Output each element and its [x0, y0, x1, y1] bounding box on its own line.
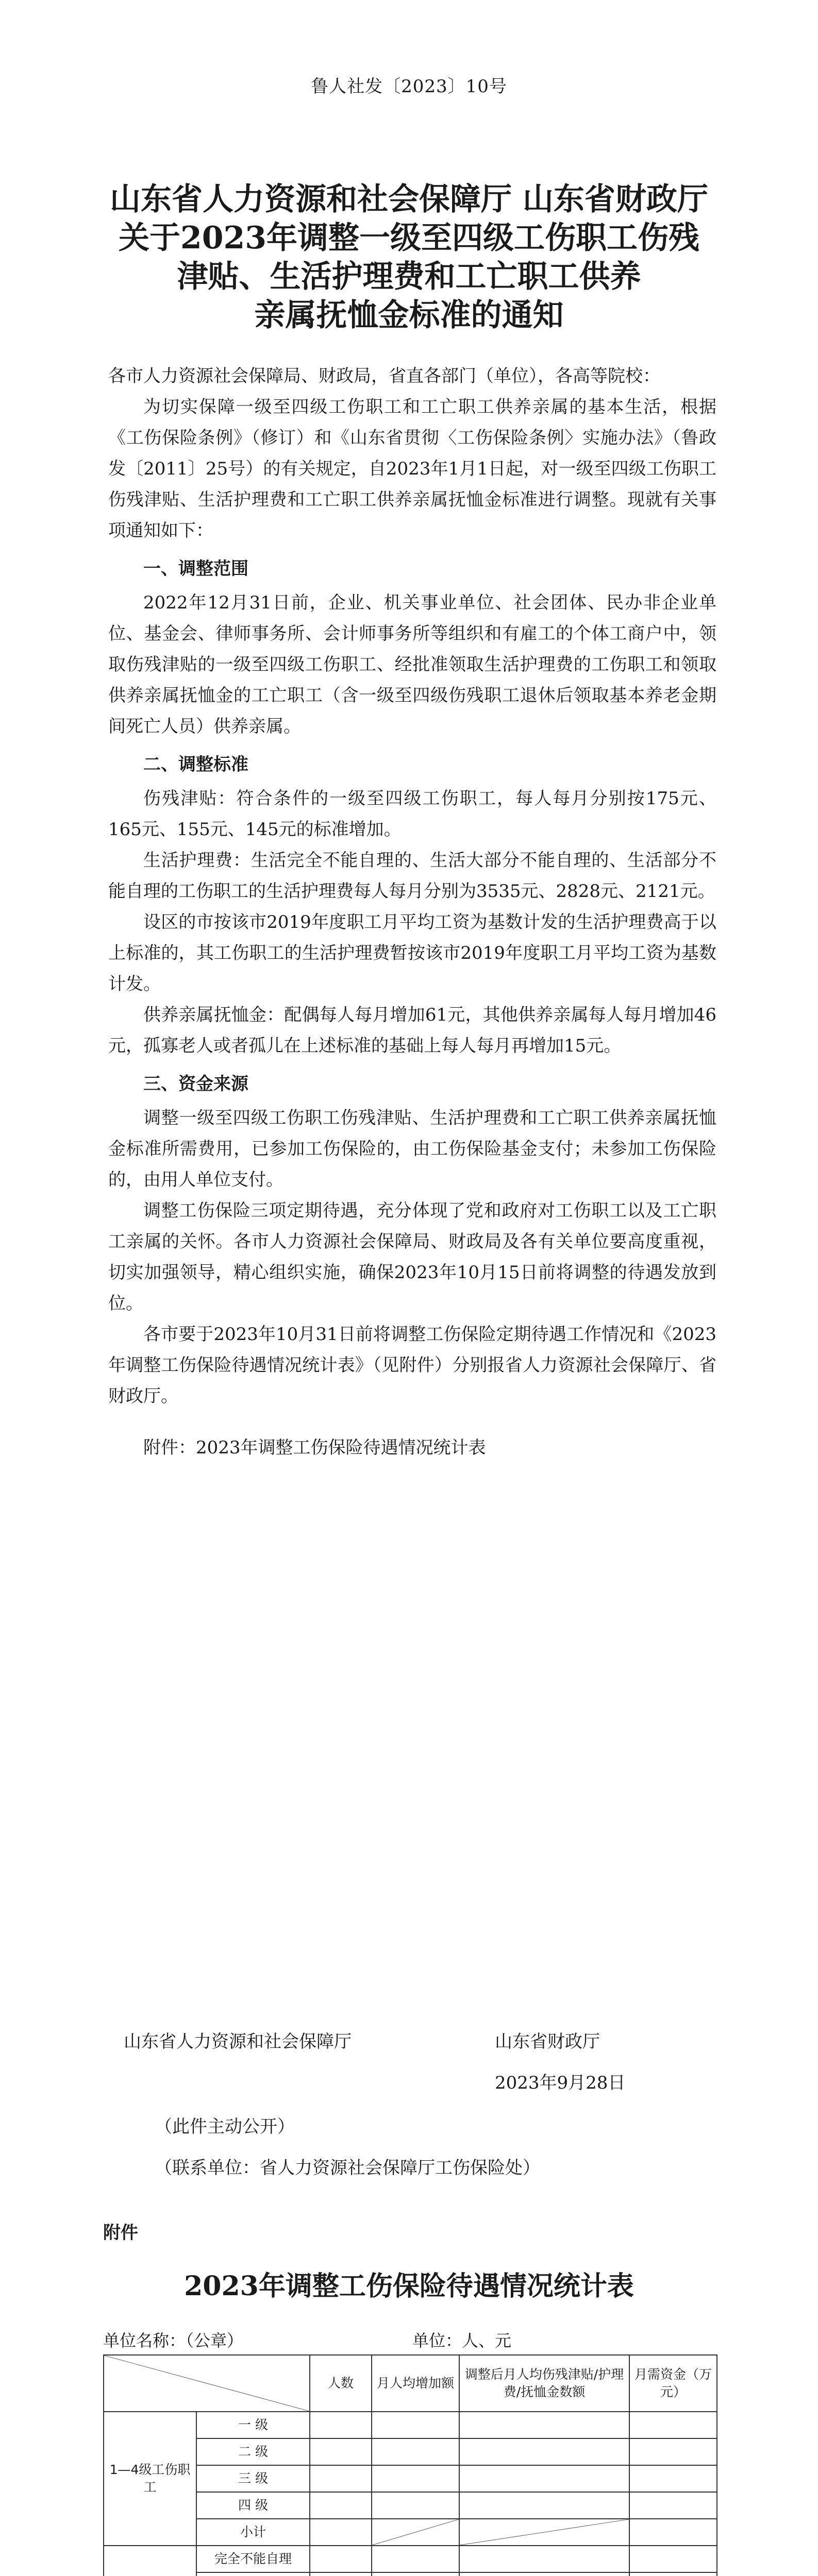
diagonal-cell: [372, 2519, 459, 2546]
section-heading: 一、调整范围: [143, 558, 248, 579]
public-note: （此件主动公开）: [155, 2116, 295, 2137]
salutation: 各市人力资源社会保障局、财政局，省直各部门（单位），各高等院校：: [108, 366, 660, 386]
document-title: [82, 180, 736, 335]
statistics-table: [103, 2354, 717, 2576]
row-label: 三 级: [196, 2465, 310, 2492]
row-label: 二 级: [196, 2438, 310, 2465]
attachment-title: 2023年调整工伤保险待遇情况统计表: [184, 2270, 634, 2302]
signer-org-1: 山东省人力资源和社会保障厅: [124, 2031, 352, 2052]
row-label: [196, 2572, 310, 2576]
header-cell: 人数: [310, 2355, 372, 2412]
title-line: 亲属抚恤金标准的通知: [254, 297, 564, 333]
signer-org-2: 山东省财政厅: [495, 2031, 600, 2052]
attachment-label: 附件: [103, 2223, 138, 2243]
paragraph: 设区的市按该市2019年度职工月平均工资为基数计发的生活护理费高于以上标准的，其工伤职工的生活护理费暂按该市2019年度职工月平均工资为基数计发。: [108, 912, 716, 994]
unit-name-label: 单位名称：（公章）: [103, 2331, 244, 2350]
row-label: 一 级: [196, 2412, 310, 2438]
title-line: 津贴、生活护理费和工亡职工供养: [177, 259, 641, 295]
intro-paragraph: 为切实保障一级至四级工伤职工和工亡职工供养亲属的基本生活，根据《工伤保险条例》（修订）和《山东省贯彻〈工伤保险条例〉实施办法》（鲁政发〔2011〕25号）的有关规定，自2023年1月1日起，对一级至四级工伤职工伤残津贴、生活护理费和工亡职工供养亲属抚恤金标准进行调整。现就有关事项通知如下：: [108, 397, 716, 541]
attachment-note: 附件：2023年调整工伤保险待遇情况统计表: [143, 1437, 486, 1458]
header-cell: 月需资金（万元）: [629, 2355, 717, 2412]
unit-line: [103, 2328, 722, 2351]
document-number: 鲁人社发〔2023〕10号: [311, 76, 507, 97]
title-line: 山东省人力资源和社会保障厅 山东省财政厅: [110, 181, 708, 217]
header-corner-cell: [104, 2355, 310, 2412]
group-label: [104, 2546, 196, 2576]
paragraph: 调整一级至四级工伤职工伤残津贴、生活护理费和工亡职工供养亲属抚恤金标准所需费用，已参加工伤保险的，由工伤保险基金支付；未参加工伤保险的，由用人单位支付。: [108, 1108, 716, 1190]
header-cell: 调整后月人均伤残津贴/护理费/抚恤金数额: [459, 2355, 629, 2412]
paragraph: 各市要于2023年10月31日前将调整工伤保险定期待遇工作情况和《2023年调整工伤保险待遇情况统计表》（见附件）分别报省人力资源社会保障厅、省财政厅。: [108, 1324, 716, 1406]
row-label: 四 级: [196, 2492, 310, 2519]
header-cell: 月人均增加额: [372, 2355, 459, 2412]
paragraph: 供养亲属抚恤金：配偶每人每月增加61元，其他供养亲属每人每月增加46元，孤寡老人或者孤儿在上述标准的基础上每人每月再增加15元。: [108, 1005, 716, 1056]
diagonal-cell: [459, 2519, 629, 2546]
table-row: [104, 2546, 717, 2572]
diagonal-line: [104, 2355, 309, 2411]
table-row: [104, 2412, 717, 2438]
section-heading: 三、资金来源: [143, 1074, 248, 1094]
paragraph: 伤残津贴：符合条件的一级至四级工伤职工，每人每月分别按175元、165元、155元、145元的标准增加。: [108, 788, 716, 840]
unit-label: 单位：人、元: [412, 2331, 512, 2350]
row-label: 完全不能自理: [196, 2546, 310, 2572]
signature-date: 2023年9月28日: [495, 2073, 626, 2093]
table-header-row: [104, 2355, 717, 2412]
contact-note: （联系单位：省人力资源社会保障厅工伤保险处）: [155, 2158, 540, 2178]
paragraph: 调整工伤保险三项定期待遇，充分体现了党和政府对工伤职工以及工亡职工亲属的关怀。各市人力资源社会保障局、财政局及各有关单位要高度重视，切实加强领导，精心组织实施，确保2023年10月15日前将调整的待遇发放到位。: [108, 1200, 716, 1314]
title-line: 关于2023年调整一级至四级工伤职工伤残: [119, 220, 699, 256]
document-body: [108, 361, 716, 1463]
paragraph: 生活护理费：生活完全不能自理的、生活大部分不能自理的、生活部分不能自理的工伤职工的生活护理费每人每月分别为3535元、2828元、2121元。: [108, 850, 716, 902]
paragraph: 2022年12月31日前，企业、机关事业单位、社会团体、民办非企业单位、基金会、律师事务所、会计师事务所等组织和有雇工的个体工商户中，领取伤残津贴的一级至四级工伤职工、经批准领取生活护理费的工伤职工和领取供养亲属抚恤金的工亡职工（含一级至四级伤残职工退休后领取基本养老金期间死亡人员）供养亲属。: [108, 592, 716, 737]
group-label: 1—4级工伤职工: [104, 2412, 196, 2546]
row-label: 小计: [196, 2519, 310, 2546]
section-heading: 二、调整标准: [143, 754, 248, 775]
